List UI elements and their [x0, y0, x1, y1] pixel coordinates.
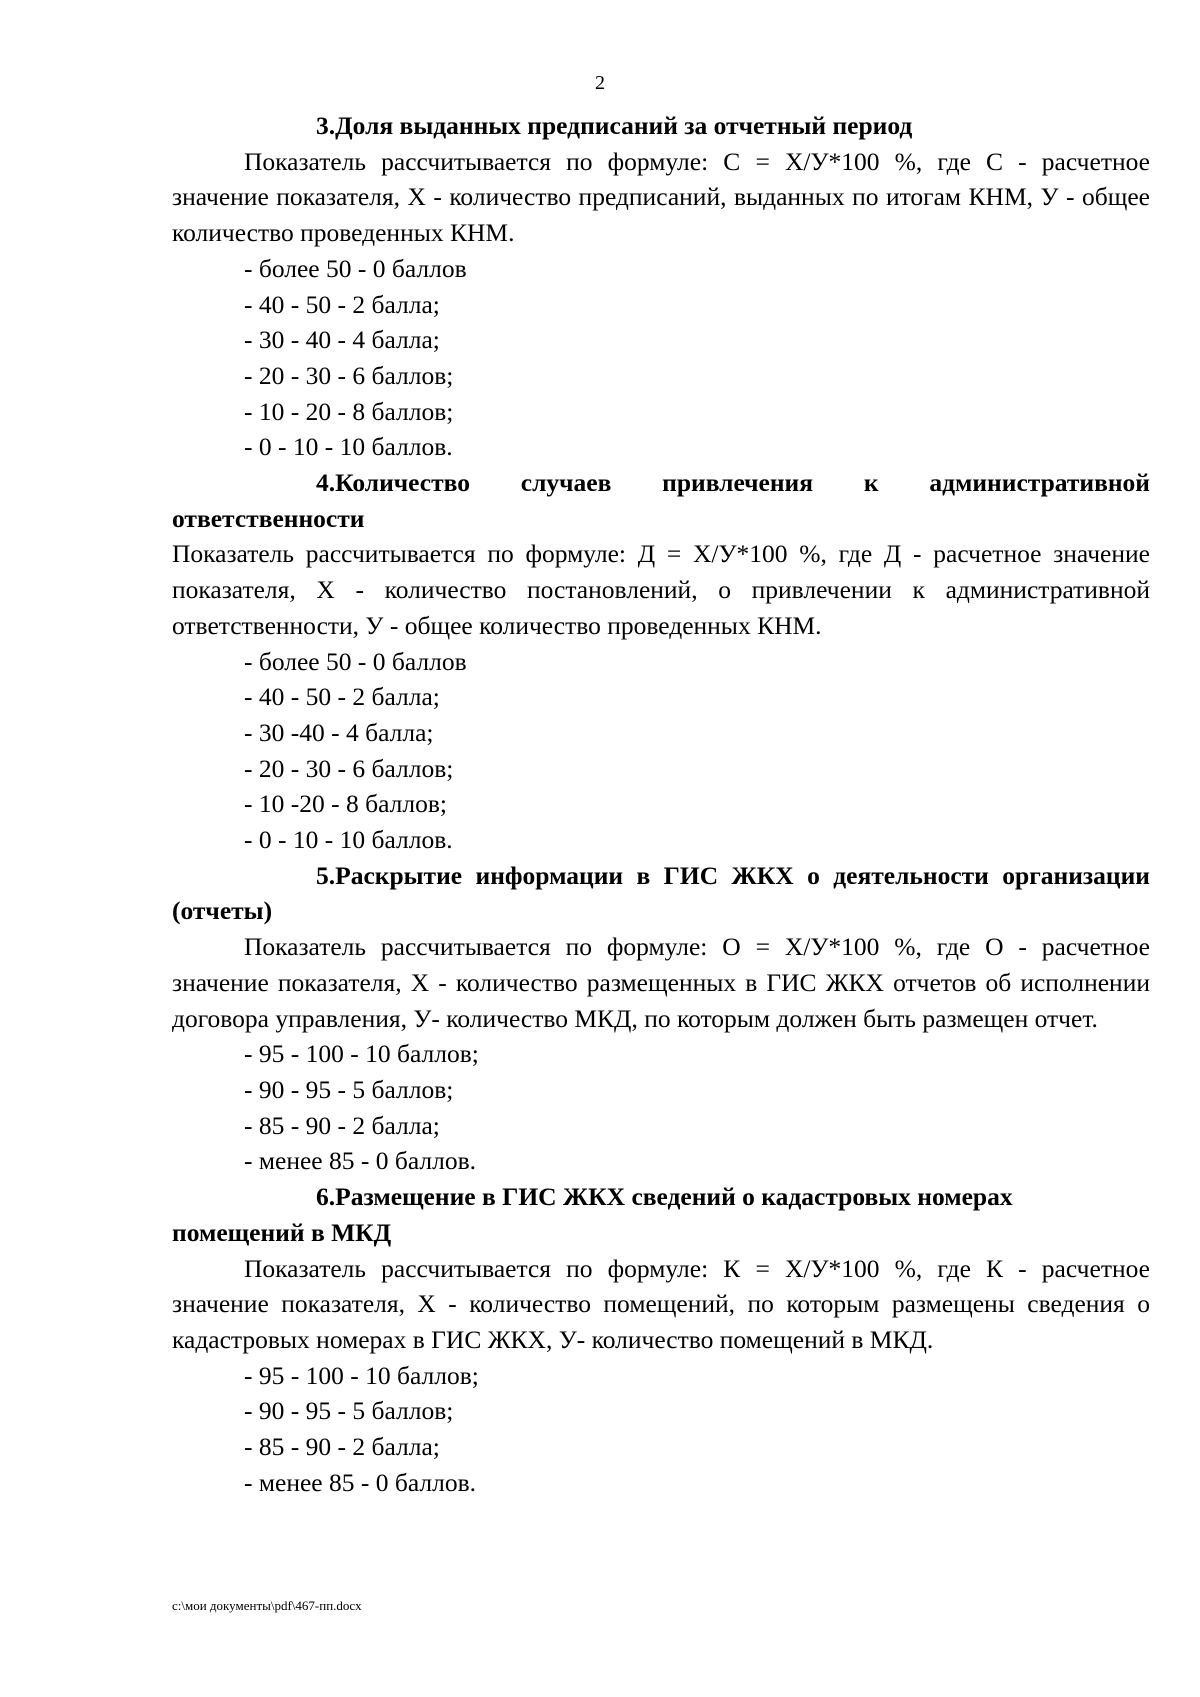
score-item: - 20 - 30 - 6 баллов; — [244, 753, 454, 783]
score-item: - 85 - 90 - 2 балла; — [244, 1432, 440, 1462]
section-number: 6. — [316, 1182, 336, 1212]
file-path-footer: c:\мои документы\pdf\467-пп.docx — [172, 1598, 362, 1613]
section-3 — [172, 108, 1150, 465]
score-list — [172, 1358, 1150, 1501]
page-number: 2 — [595, 72, 605, 94]
score-item: - 0 - 10 - 10 баллов. — [244, 432, 453, 462]
score-item: - 40 - 50 - 2 балла; — [244, 289, 440, 319]
section-heading — [172, 108, 1150, 144]
section-6 — [172, 1179, 1150, 1500]
section-number: 3. — [316, 111, 336, 140]
formula-paragraph: Показатель рассчитывается по формуле: Д = Х/У*100 %, где Д - расчетное значение показателя, Х - количество постановлений, о привлечении к административной ответственности, У - общее количество проведенных КНМ. — [172, 539, 1150, 640]
section-title: Размещение в ГИС ЖКХ сведений о кадастровых номерах помещений в МКД — [172, 1182, 1013, 1247]
score-item: - более 50 - 0 баллов — [244, 646, 467, 676]
score-list — [172, 251, 1150, 465]
formula-paragraph: Показатель рассчитывается по формуле: К = Х/У*100 %, где К - расчетное значение показателя, Х - количество помещений, по которым размещены сведения о кадастровых номерах в ГИС ЖКХ, У- количество помещений в МКД. — [172, 1253, 1150, 1354]
score-item: - 30 - 40 - 4 балла; — [244, 325, 440, 355]
score-item: - 10 - 20 - 8 баллов; — [244, 396, 454, 426]
score-list — [172, 644, 1150, 858]
score-item: - 30 -40 - 4 балла; — [244, 717, 434, 747]
score-item: - 90 - 95 - 5 баллов; — [244, 1074, 454, 1104]
section-4 — [172, 465, 1150, 858]
section-heading — [172, 1179, 1150, 1250]
score-item: - 90 - 95 - 5 баллов; — [244, 1396, 454, 1426]
formula-paragraph: Показатель рассчитывается по формуле: С = Х/У*100 %, где С - расчетное значение показателя, Х - количество предписаний, выданных по итогам КНМ, У - общее количество проведенных КНМ. — [172, 146, 1150, 248]
section-heading — [172, 465, 1150, 536]
section-number: 4. — [316, 468, 336, 498]
section-title: Количество случаев привлечения к административной ответственности — [172, 468, 1150, 533]
formula-paragraph: Показатель рассчитывается по формуле: О = Х/У*100 %, где О - расчетное значение показателя, Х - количество размещенных в ГИС ЖКХ отчетов об исполнении договора управления, У- количество МКД, по которым должен быть размещен отчет. — [172, 932, 1150, 1033]
score-item: - 40 - 50 - 2 балла; — [244, 682, 440, 712]
section-title: Раскрытие информации в ГИС ЖКХ о деятельности организации (отчеты) — [172, 860, 1150, 926]
score-item: - 10 -20 - 8 баллов; — [244, 789, 447, 819]
score-item: - более 50 - 0 баллов — [244, 253, 467, 283]
section-heading — [172, 858, 1150, 929]
score-item: - 0 - 10 - 10 баллов. — [244, 825, 453, 855]
section-number: 5. — [316, 860, 336, 890]
score-item: - 20 - 30 - 6 баллов; — [244, 360, 454, 390]
section-5 — [172, 858, 1150, 1179]
score-list — [172, 1036, 1150, 1179]
score-item: - менее 85 - 0 баллов. — [244, 1467, 476, 1497]
score-item: - 85 - 90 - 2 балла; — [244, 1110, 440, 1140]
score-item: - 95 - 100 - 10 баллов; — [244, 1039, 479, 1069]
score-item: - 95 - 100 - 10 баллов; — [244, 1360, 479, 1390]
score-item: - менее 85 - 0 баллов. — [244, 1146, 476, 1176]
document-body — [172, 108, 1150, 1500]
section-title: Доля выданных предписаний за отчетный период — [335, 111, 913, 140]
